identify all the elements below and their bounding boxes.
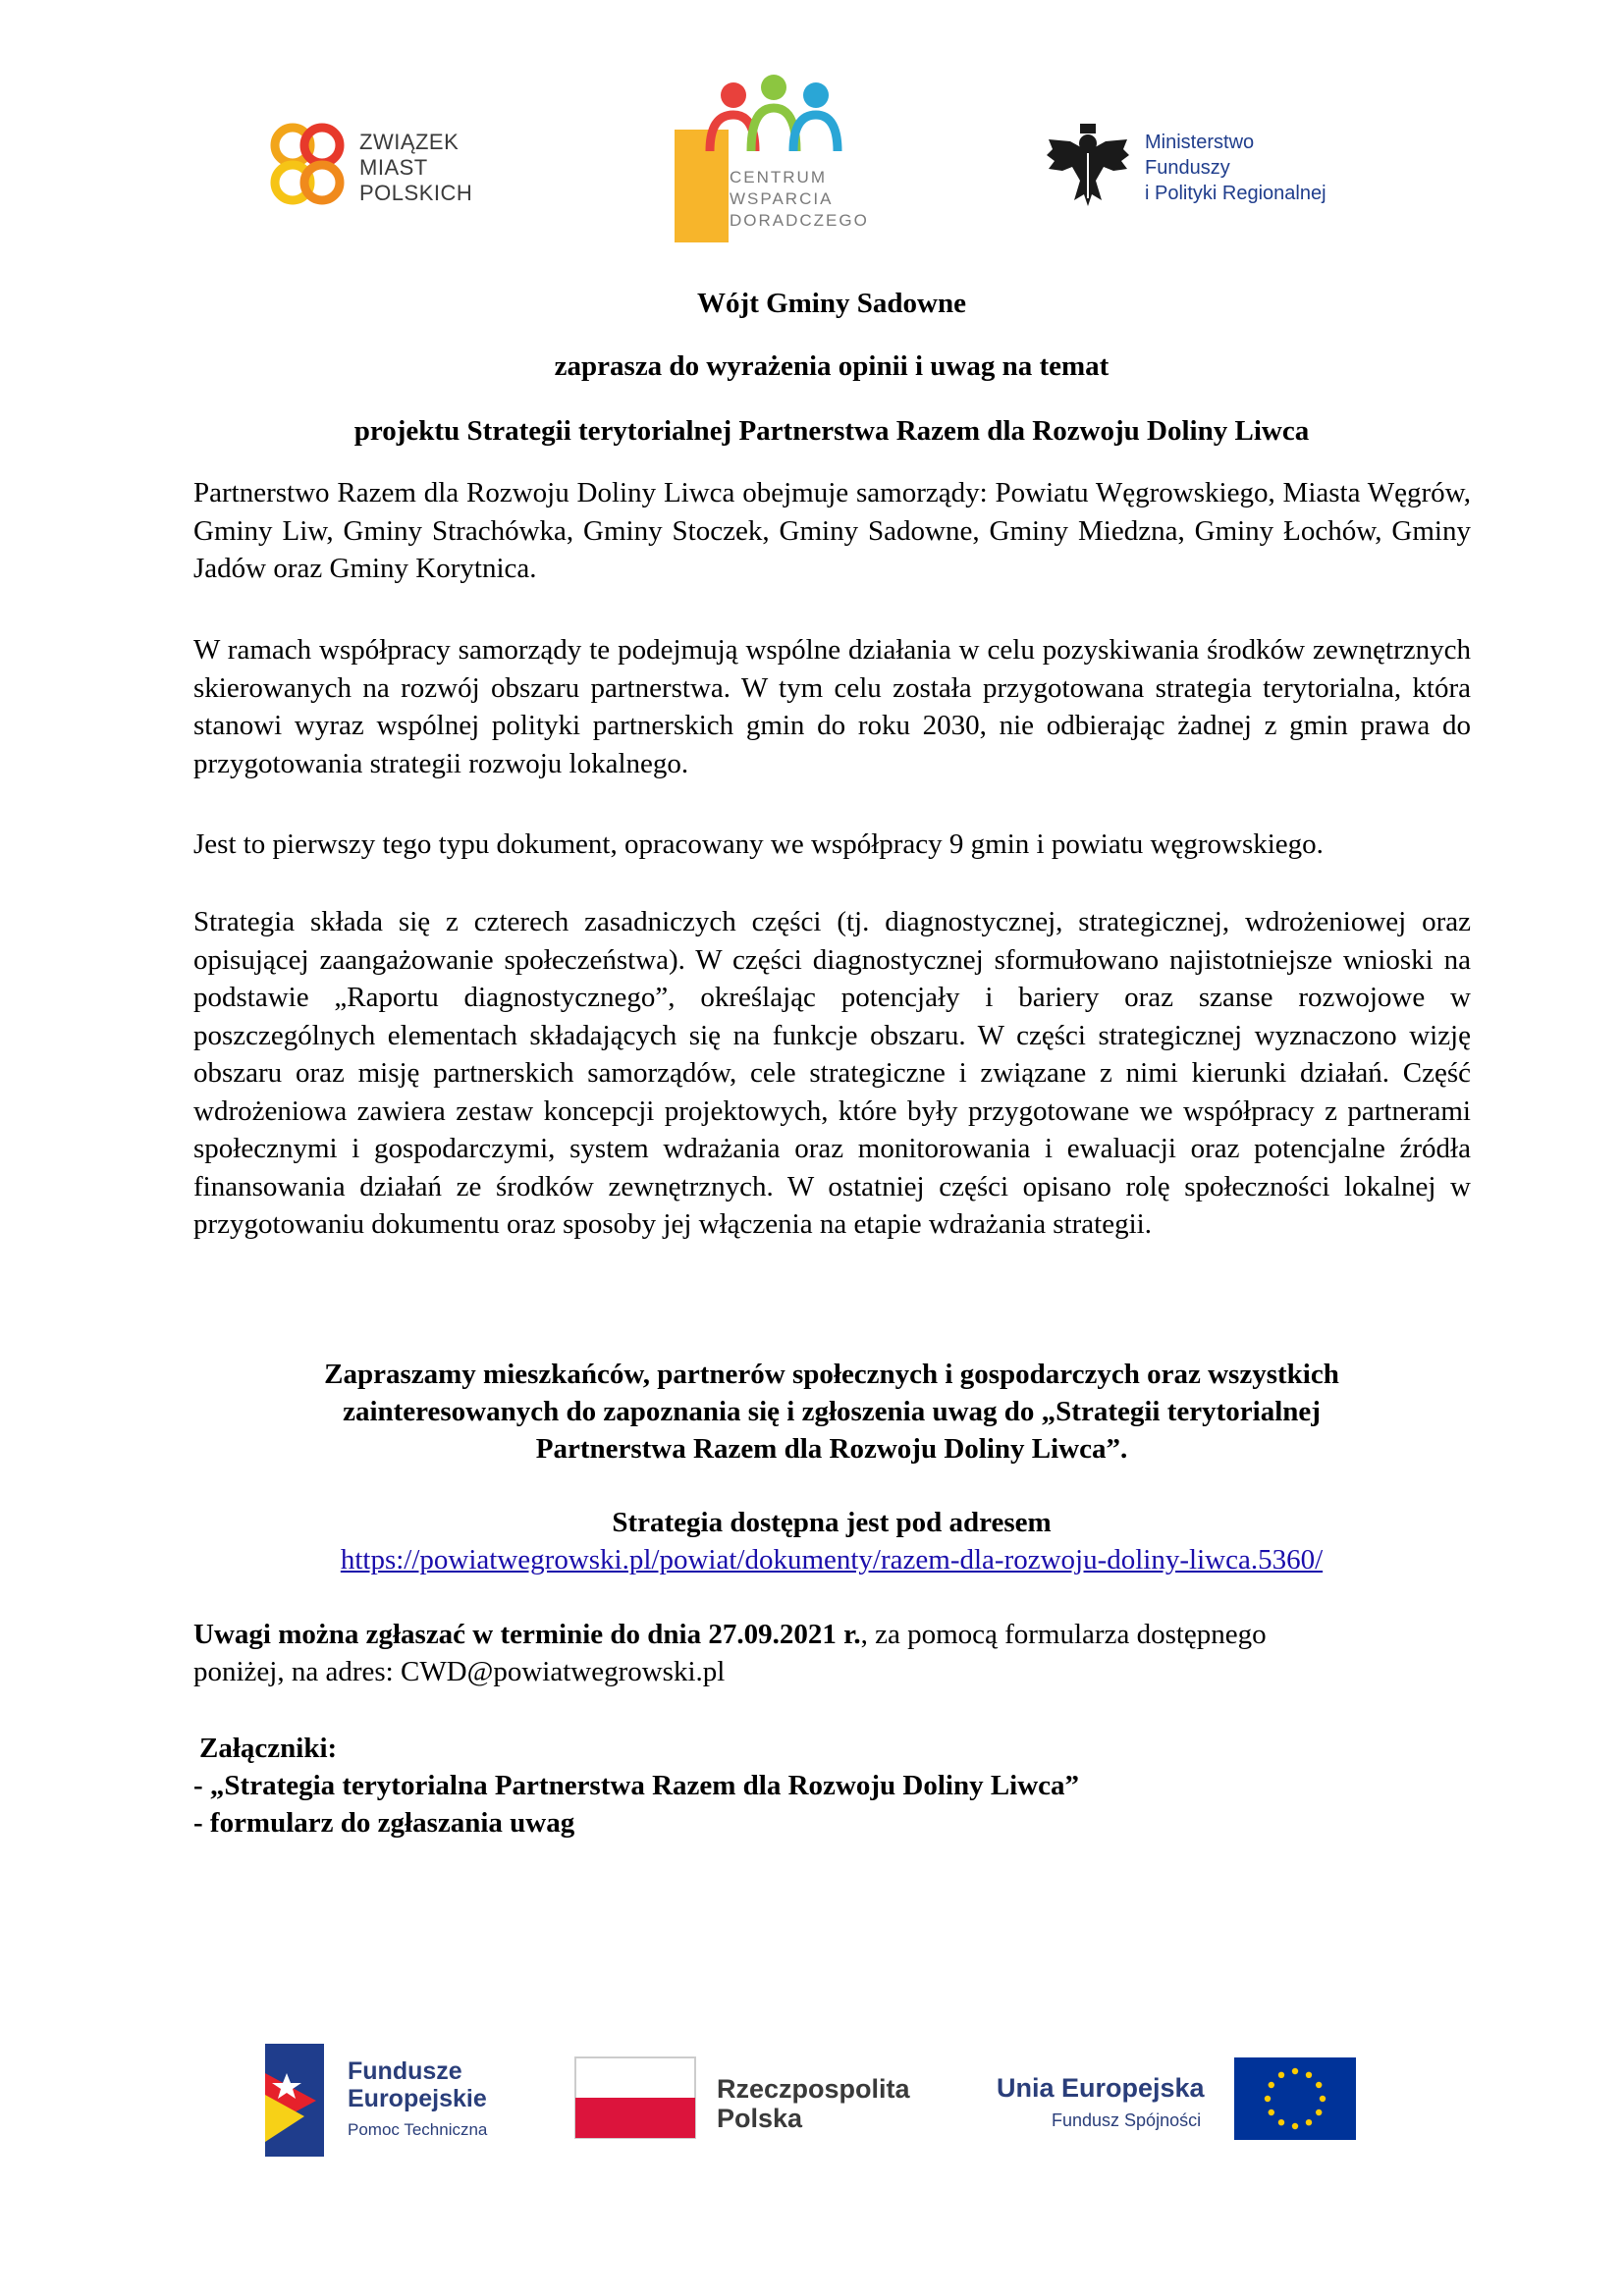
rp-line-2: Polska	[717, 2104, 803, 2133]
zmp-line-2: MIAST	[359, 155, 428, 180]
invite-line-3: Partnerstwa Razem dla Rozwoju Doliny Liwca”.	[535, 1433, 1128, 1465]
invite-line-1: Zapraszamy mieszkańców, partnerów społecznych i gospodarczych oraz wszystkich	[324, 1359, 1339, 1390]
strategy-url-row	[193, 1541, 1470, 1578]
cwd-line-3: DORADCZEGO	[730, 211, 869, 230]
eu-star-icon	[1320, 2096, 1326, 2102]
eu-flag-icon	[1234, 2057, 1356, 2140]
eu-star-icon	[1316, 2082, 1322, 2088]
centrum-wsparcia-doradczego-logo	[663, 71, 889, 242]
rzeczpospolita-polska-logo	[574, 2056, 928, 2145]
heading-project: projektu Strategii terytorialnej Partnerstwa Razem dla Rozwoju Doliny Liwca	[353, 415, 1310, 447]
strategy-label: Strategia dostępna jest pod adresem	[612, 1507, 1052, 1538]
deadline-line-2: poniżej, na adres: CWD@powiatwegrowski.pl	[193, 1656, 726, 1687]
fe-line-1: Fundusze	[348, 2057, 462, 2085]
eu-star-icon	[1306, 2119, 1312, 2125]
zmp-line-3: POLSKICH	[359, 181, 473, 205]
eu-star-icon	[1292, 2123, 1298, 2129]
polish-flag-icon	[574, 2056, 696, 2139]
eu-star-icon	[1316, 2109, 1322, 2115]
paragraph-strategy-parts: Strategia składa się z czterech zasadniczych części (tj. diagnostycznej, strategicznej, wdrożeniowej oraz opisującej zaangażowanie społeczeństwa). W części diagnostycznej sformułowano najistotniejsze wnioski na podstawie „Raportu diagnostycznego”, określając potencjały i bariery oraz szanse rozwojowe w poszczególnych elementach składających się na funkcje obszaru. W części strategicznej wyznaczono wizję obszaru oraz misję partnerskich samorządów, cele strategiczne i związane z nimi kierunki działań. Część wdrożeniowa zawiera zestaw koncepcji projektowych, które były przygotowane we współpracy z partnerami społecznymi i gospodarczymi, system wdrażania oraz monitorowania i ewaluacji oraz potencjalne źródła finansowania działań ze środków zewnętrznych. W ostatniej części opisano rolę społeczności lokalnej w przygotowaniu dokumentu oraz sposoby jej włączenia na etapie wdrażania strategii.	[193, 906, 1471, 1240]
paragraph-partnership: Partnerstwo Razem dla Rozwoju Doliny Liwca obejmuje samorządy: Powiatu Węgrowskiego, Miasta Węgrów, Gminy Liw, Gminy Strachówka, Gminy Stoczek, Gminy Sadowne, Gminy Miedzna, Gminy Łochów, Gminy Jadów oraz Gminy Korytnica.	[193, 477, 1471, 584]
ministerstwo-funduszy-logo	[1041, 120, 1365, 218]
attachment-item-form: - formularz do zgłaszania uwag	[193, 1807, 575, 1839]
fundusze-europejskie-logo	[265, 2044, 520, 2162]
eu-star-icon	[1269, 2082, 1274, 2088]
heading-invite: zaprasza do wyrażenia opinii i uwag na temat	[554, 350, 1110, 382]
fe-subtitle: Pomoc Techniczna	[348, 2120, 488, 2139]
mfipr-line-3: i Polityki Regionalnej	[1145, 183, 1326, 204]
mfipr-line-1: Ministerstwo	[1145, 132, 1255, 153]
heading-wojt: Wójt Gminy Sadowne	[697, 288, 966, 319]
ue-title: Unia Europejska	[997, 2073, 1205, 2103]
eu-star-icon	[1278, 2119, 1284, 2125]
cwd-line-1: CENTRUM	[730, 168, 827, 187]
strategy-url-link[interactable]: https://powiatwegrowski.pl/powiat/dokumenty/razem-dla-rozwoju-doliny-liwca.5360/	[340, 1544, 1324, 1575]
rp-line-1: Rzeczpospolita	[717, 2074, 910, 2104]
paragraph-cooperation: W ramach współpracy samorządy te podejmują wspólne działania w celu pozyskiwania środków zewnętrznych skierowanych na rozwój obszaru partnerstwa. W tym celu została przygotowana strategia terytorialna, która stanowi wyraz wspólnej polityki partnerskich gmin do roku 2030, nie odbierając żadnej z gmin prawa do przygotowania strategii rozwoju lokalnego.	[193, 634, 1471, 779]
zmp-line-1: ZWIĄZEK	[359, 130, 460, 154]
fe-star-icon	[265, 2044, 336, 2157]
paragraph-first-document: Jest to pierwszy tego typu dokument, opracowany we współpracy 9 gmin i powiatu węgrowskiego.	[193, 828, 1324, 860]
eu-star-icon	[1292, 2068, 1298, 2074]
attachment-item-strategy: - „Strategia terytorialna Partnerstwa Razem dla Rozwoju Doliny Liwca”	[193, 1770, 1080, 1801]
deadline-bold: Uwagi można zgłaszać w terminie do dnia 27.09.2021 r.	[193, 1619, 861, 1650]
ue-subtitle: Fundusz Spójności	[1052, 2110, 1202, 2130]
zwiazek-miast-polskich-logo	[265, 120, 501, 218]
invite-line-2: zainteresowanych do zapoznania się i zgłoszenia uwag do „Strategii terytorialnej	[343, 1396, 1321, 1427]
cwd-line-2: WSPARCIA	[730, 189, 834, 208]
eu-star-icon	[1269, 2109, 1274, 2115]
eu-star-icon	[1306, 2072, 1312, 2078]
unia-europejska-logo	[997, 2044, 1360, 2152]
fe-line-2: Europejskie	[348, 2085, 487, 2112]
deadline-rest: , za pomocą formularza dostępnego	[860, 1619, 1267, 1650]
deadline-line-1	[193, 1616, 1471, 1654]
attachments-title: Załączniki:	[199, 1733, 338, 1764]
mfipr-line-2: Funduszy	[1145, 157, 1230, 179]
eu-star-icon	[1278, 2072, 1284, 2078]
rings-icon	[265, 120, 353, 213]
polish-eagle-icon	[1041, 120, 1134, 213]
eu-star-icon	[1265, 2096, 1271, 2102]
